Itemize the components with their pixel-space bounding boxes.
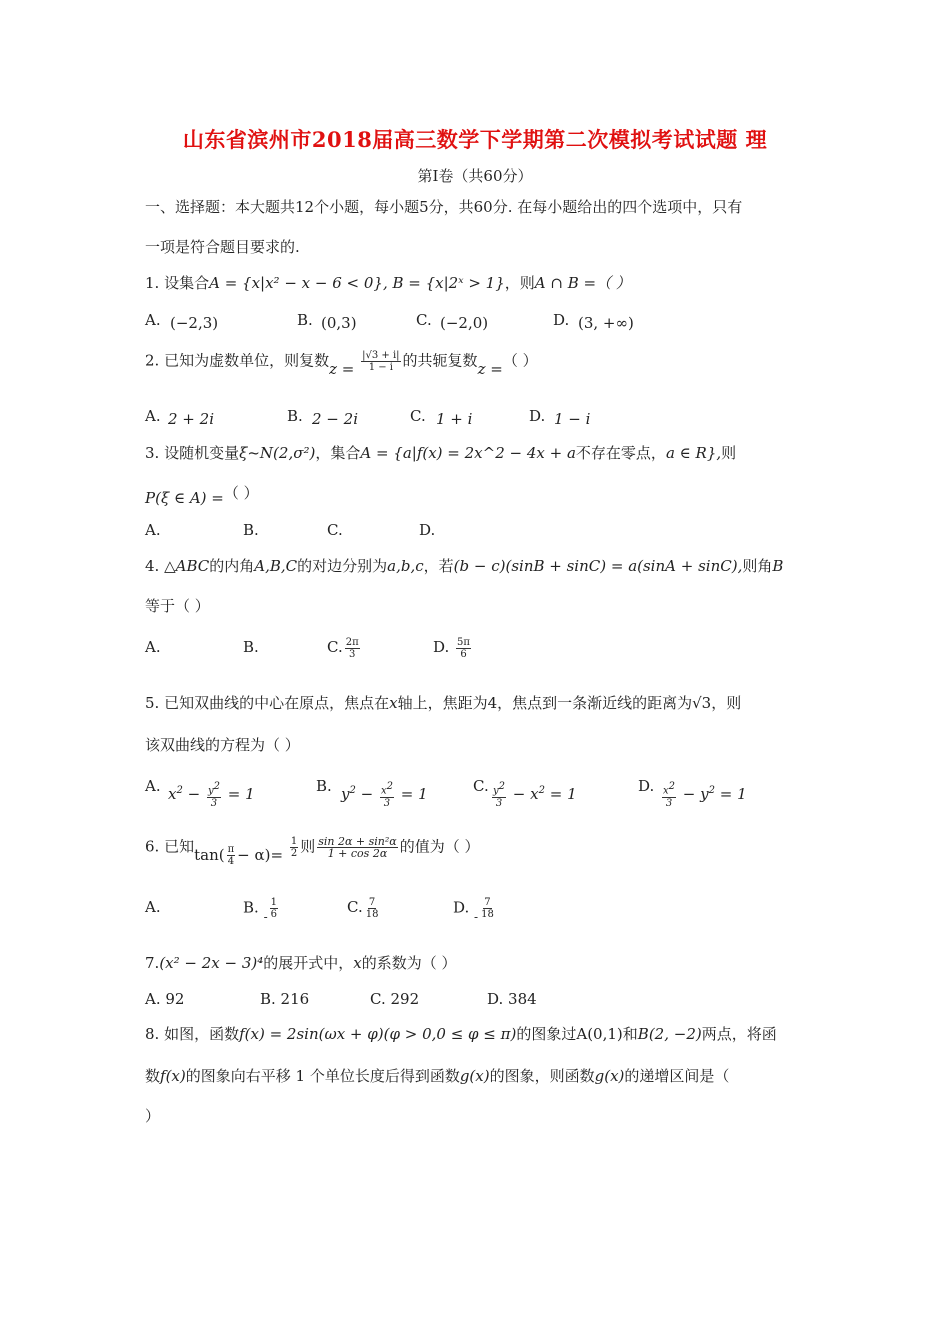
q3-prefix: 3. 设随机变量 bbox=[145, 444, 240, 462]
q3-option-b: B. bbox=[243, 521, 259, 539]
q8-gx2: g(x) bbox=[594, 1067, 625, 1085]
q1-option-c-label: C. bbox=[416, 311, 432, 329]
q6-option-d-fraction bbox=[480, 897, 495, 920]
q4-option-d-den: 6 bbox=[460, 649, 467, 660]
q8-point-a: A(0,1) bbox=[576, 1025, 623, 1043]
section-instructions-line1: 一、选择题：本大题共12个小题，每小题5分，共60分. 在每小题给出的四个选项中，只有 bbox=[145, 198, 743, 216]
q4-sides: a,b,c bbox=[387, 557, 424, 575]
q4-option-c-num: 2π bbox=[345, 637, 359, 648]
q4-mid2: 的对边分别为 bbox=[297, 557, 388, 575]
q4-angle-b: B bbox=[772, 557, 784, 575]
q2-option-b-value: 2 − 2i bbox=[312, 410, 358, 428]
q8-line2a: 数 bbox=[145, 1067, 161, 1085]
q8-line1b: 的图象过 bbox=[516, 1025, 577, 1043]
q8-line1c: 和 bbox=[622, 1025, 638, 1043]
q4-option-c bbox=[327, 637, 362, 660]
q6-option-c-den: 18 bbox=[365, 909, 379, 920]
q6-option-b-num: 1 bbox=[270, 897, 278, 908]
q8-function: f(x) = 2sin(ωx + φ)(φ > 0,0 ≤ φ ≤ π) bbox=[239, 1025, 517, 1043]
q8-line2c: 的图象，则函数 bbox=[489, 1067, 595, 1085]
q4-option-d-label: D. bbox=[433, 638, 450, 656]
q5-sqrt3: √3 bbox=[692, 694, 712, 712]
q4-mid3: ，若 bbox=[423, 557, 454, 575]
q1-option-b-value: (0,3) bbox=[321, 314, 357, 332]
q7-x: x bbox=[353, 954, 362, 972]
q2-option-a-label: A. bbox=[145, 407, 161, 425]
q8-line1d: 两点，将函 bbox=[701, 1025, 777, 1043]
q2-option-a-value: 2 + 2i bbox=[168, 410, 214, 428]
q2-option-c-label: C. bbox=[410, 407, 426, 425]
q4-option-d-num: 5π bbox=[457, 637, 470, 648]
q4-line2: 等于（ ） bbox=[145, 597, 210, 615]
q6-option-d-num: 7 bbox=[484, 897, 491, 908]
q6-option-c-num: 7 bbox=[368, 897, 376, 908]
question-5 bbox=[145, 693, 741, 713]
q8-line2b: 的图象向右平移 1 个单位长度后得到函数 bbox=[185, 1067, 460, 1085]
q1-option-d-label: D. bbox=[553, 311, 570, 329]
q6-option-d bbox=[453, 897, 497, 924]
q4-option-b: B. bbox=[243, 638, 259, 656]
q4-mid: 的内角 bbox=[209, 557, 255, 575]
q2-numerator: |√3 + i| bbox=[362, 350, 400, 361]
q2-mid: 的共轭复数 bbox=[402, 351, 478, 370]
q4-prefix: 4. △ bbox=[145, 557, 176, 575]
question-2 bbox=[145, 350, 538, 378]
q6-option-b-den: 6 bbox=[270, 909, 278, 920]
q2-option-b-label: B. bbox=[287, 407, 303, 425]
q7-prefix: 7. bbox=[145, 954, 160, 972]
q7-option-a: A. 92 bbox=[145, 990, 185, 1008]
q4-equation: (b − c)(sinB + sinC) = a(sinA + sinC), bbox=[453, 557, 743, 575]
question-7 bbox=[145, 953, 457, 973]
page-title: 山东省滨州市2018届高三数学下学期第二次模拟考试试题 理 bbox=[182, 127, 768, 152]
q5-option-a-label: A. bbox=[145, 777, 161, 795]
q6-option-d-sign: - bbox=[474, 909, 479, 924]
q2-option-d-value: 1 − i bbox=[554, 410, 591, 428]
question-4 bbox=[145, 556, 783, 576]
q4-tail: 则角 bbox=[742, 557, 773, 575]
q2-fraction bbox=[361, 350, 400, 373]
q5-option-a-value: $x^2$ − $\frac{y^2}{3}$ = 1 bbox=[168, 781, 255, 809]
q4-option-c-label: C. bbox=[327, 638, 343, 656]
question-1 bbox=[145, 273, 631, 293]
q1-prefix: 1. 设集合 bbox=[145, 274, 210, 292]
q6-mid: 则 bbox=[300, 837, 316, 856]
q3-mid2: 不存在零点， bbox=[575, 444, 666, 462]
q3-option-a: A. bbox=[145, 521, 161, 539]
q6-expression: $\frac{\text{sin 2α + sin²α}}{1 + \cos 2\alpha}$ bbox=[318, 835, 397, 860]
q5-option-c-label: C. bbox=[473, 777, 489, 795]
q8-point-b: B(2, −2) bbox=[637, 1025, 702, 1043]
q8-fx: f(x) bbox=[160, 1067, 186, 1085]
q5-line2: 该双曲线的方程为（ ） bbox=[145, 736, 300, 754]
q5-option-b-label: B. bbox=[316, 777, 332, 795]
q1-option-d-value: (3, +∞) bbox=[578, 314, 634, 332]
q6-tan-argument: ( $\frac{\pi}{4}$ − α) bbox=[218, 844, 271, 867]
q3-mid: ，集合 bbox=[315, 444, 361, 462]
q6-option-c-fraction bbox=[365, 897, 380, 920]
q4-option-c-den: 3 bbox=[349, 649, 356, 660]
q2-z-symbol: z = bbox=[329, 359, 355, 378]
q5-x: x bbox=[389, 694, 398, 712]
q5-option-d-value: $\frac{x^2}{3}$ − $y^2 = 1$ bbox=[663, 781, 747, 809]
q6-prefix: 6. 已知 bbox=[145, 837, 195, 856]
page-subtitle: 第Ⅰ卷（共60分） bbox=[417, 167, 533, 185]
q2-denominator: 1 − i bbox=[368, 362, 393, 373]
q6-option-b-label: B. bbox=[243, 898, 259, 917]
q8-line1a: 8. 如图，函数 bbox=[145, 1025, 240, 1043]
question-3 bbox=[145, 443, 736, 463]
q2-prefix: 2. 已知为虚数单位，则复数 bbox=[145, 351, 330, 370]
q5-option-d-label: D. bbox=[638, 777, 655, 795]
q6-option-c-label: C. bbox=[347, 898, 363, 916]
q5-line1a: 5. 已知双曲线的中心在原点，焦点在 bbox=[145, 694, 390, 712]
q6-tail: 的值为（ ） bbox=[399, 837, 480, 856]
q4-option-d-fraction bbox=[456, 637, 471, 660]
q2-conjugate: z = bbox=[477, 359, 503, 378]
q8-gx: g(x) bbox=[459, 1067, 490, 1085]
q1-tail: A ∩ B =（ ） bbox=[534, 274, 631, 292]
q2-option-d-label: D. bbox=[529, 407, 546, 425]
q3-probability: P(ξ ∈ A) = bbox=[145, 489, 224, 507]
q1-expression: A = {x|x² − x − 6 < 0}, B = {x|2ˣ > 1} bbox=[209, 274, 505, 292]
q6-option-b-sign: - bbox=[263, 909, 268, 924]
q5-option-c-value: $\frac{y^2}{3}$ − $x^2 = 1$ bbox=[493, 781, 577, 809]
q3-tail2: 则 bbox=[721, 444, 737, 462]
q3-line2-tail: （ ） bbox=[223, 484, 259, 502]
q6-tan: tan bbox=[194, 845, 219, 864]
q2-tail: （ ） bbox=[502, 351, 538, 370]
q7-option-b: B. 216 bbox=[260, 990, 310, 1008]
q8-line2 bbox=[145, 1066, 729, 1086]
q4-option-d bbox=[433, 637, 473, 660]
q6-half: $\frac{1}{2}$ bbox=[290, 836, 298, 859]
q5-line1b: 轴上，焦距为4，焦点到一条渐近线的距离为 bbox=[397, 694, 693, 712]
q6-option-b bbox=[243, 897, 280, 924]
q7-option-c: C. 292 bbox=[370, 990, 420, 1008]
q3-line2 bbox=[145, 483, 259, 507]
q6-option-d-label: D. bbox=[453, 898, 470, 917]
q7-expression: (x² − 2x − 3)⁴ bbox=[159, 954, 264, 972]
q8-line3: ） bbox=[145, 1107, 161, 1125]
q5-option-b-value: $y^2$ − $\frac{x^2}{3}$ = 1 bbox=[341, 781, 428, 809]
question-6 bbox=[145, 835, 480, 867]
q3-option-d: D. bbox=[419, 521, 436, 539]
q4-option-c-fraction bbox=[345, 637, 360, 660]
q6-option-c bbox=[347, 897, 381, 920]
q1-option-b-label: B. bbox=[297, 311, 313, 329]
q2-option-c-value: 1 + i bbox=[436, 410, 473, 428]
section-instructions-line2: 一项是符合题目要求的. bbox=[145, 238, 300, 256]
q3-tail: a ∈ R}, bbox=[665, 444, 722, 462]
q6-equals: = bbox=[270, 845, 288, 864]
q1-option-a-value: (−2,3) bbox=[170, 314, 219, 332]
q6-option-d-den: 18 bbox=[481, 909, 494, 920]
q3-distribution: ξ~N(2,σ²) bbox=[239, 444, 316, 462]
q1-option-c-value: (−2,0) bbox=[440, 314, 489, 332]
q1-option-a-label: A. bbox=[145, 311, 161, 329]
q8-line2d: 的递增区间是（ bbox=[624, 1067, 730, 1085]
q4-option-a: A. bbox=[145, 638, 161, 656]
q6-option-b-fraction bbox=[270, 897, 278, 920]
q7-mid: 的展开式中， bbox=[263, 954, 354, 972]
q6-option-a: A. bbox=[145, 898, 161, 916]
q4-angles: A,B,C bbox=[254, 557, 298, 575]
q1-suffix: ，则 bbox=[504, 274, 535, 292]
q4-triangle: ABC bbox=[175, 557, 210, 575]
q7-option-d: D. 384 bbox=[487, 990, 537, 1008]
q5-line1c: ，则 bbox=[711, 694, 742, 712]
q7-tail: 的系数为（ ） bbox=[361, 954, 457, 972]
q3-set: A = {a|f(x) = 2x^2 − 4x + a bbox=[360, 444, 576, 462]
question-8 bbox=[145, 1024, 777, 1044]
q3-option-c: C. bbox=[327, 521, 343, 539]
